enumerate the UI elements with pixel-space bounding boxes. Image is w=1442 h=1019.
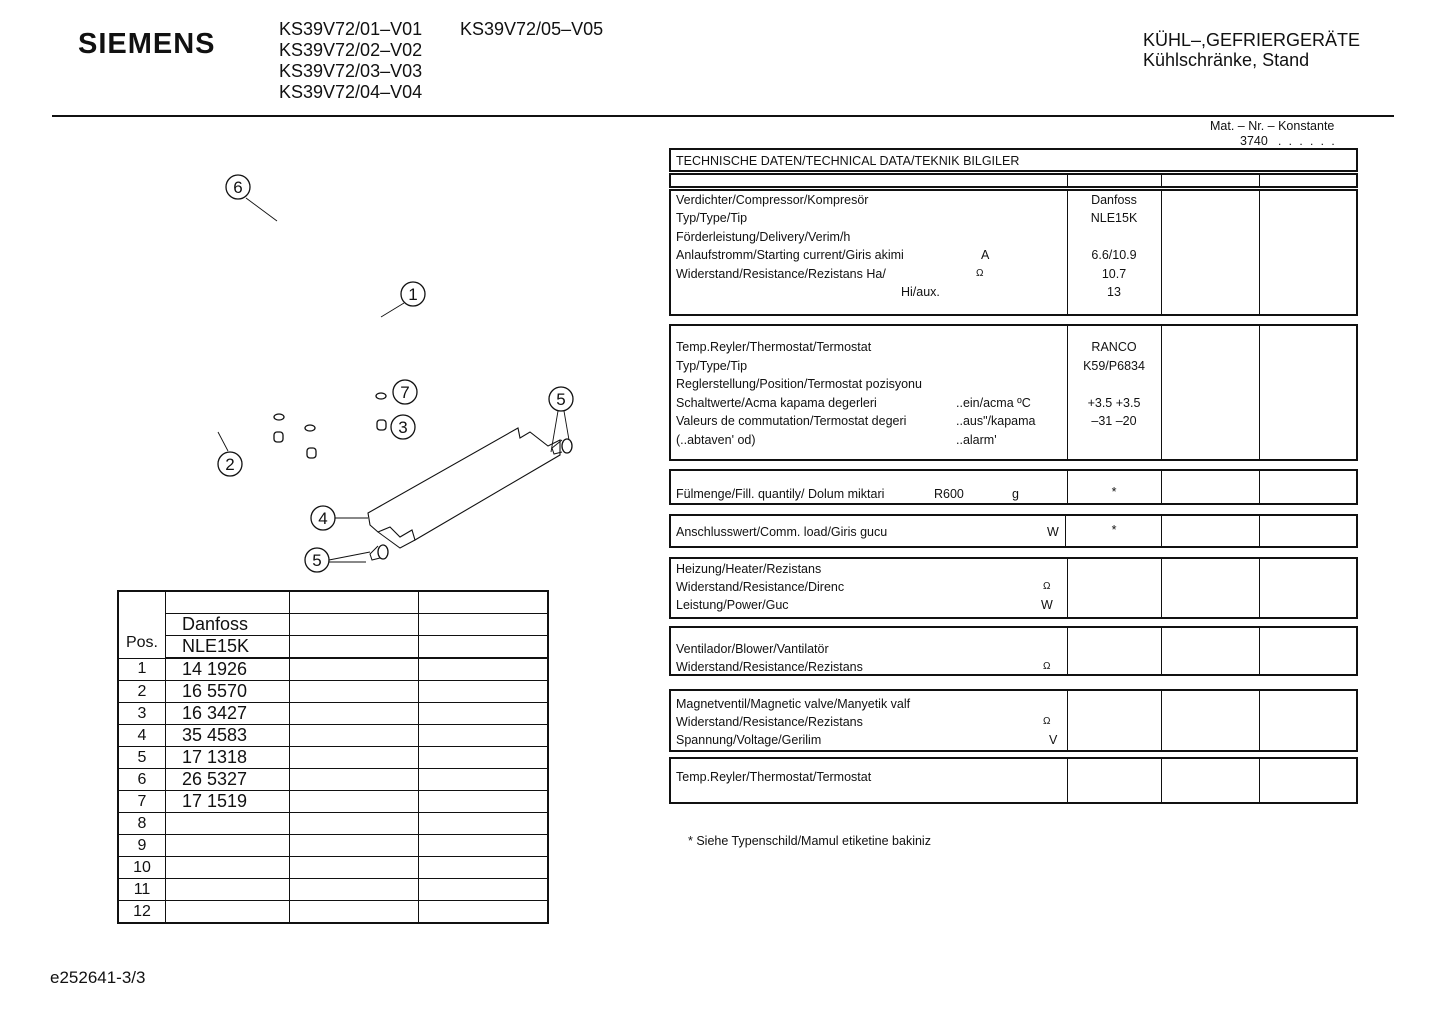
category-subtitle: Kühlschränke, Stand xyxy=(1143,50,1310,70)
table-row: 2 16 5570 xyxy=(118,681,548,703)
tech-title: TECHNISCHE DATEN/TECHNICAL DATA/TEKNIK BILGILER xyxy=(676,154,1020,168)
document-id: e252641-3/3 xyxy=(50,968,146,987)
table-row: 4 35 4583 xyxy=(118,725,548,747)
value-cell: +3.5 +3.5 xyxy=(1087,396,1141,410)
table-row: 7 17 1519 xyxy=(118,791,548,813)
table-row: 12 xyxy=(118,901,548,924)
tech-header-strip xyxy=(669,173,1358,188)
callout-label: 3 xyxy=(398,418,408,437)
callout-label: 7 xyxy=(400,383,410,402)
category-title: KÜHL–,GEFRIERGERÄTE xyxy=(1143,30,1361,50)
value-cell: * xyxy=(1111,523,1117,537)
tech-title-box xyxy=(669,148,1358,172)
table-header-type: NLE15K xyxy=(166,636,290,659)
fill-quantity-section: Fülmenge/Fill. quantily/ Dolum miktari R600 g * xyxy=(669,469,1358,505)
callout-label: 5 xyxy=(556,390,566,409)
heater-section: Heizung/Heater/Rezistans Widerstand/Resistance/Direnc Ω Leistung/Power/Guc W xyxy=(669,557,1358,619)
table-header-brand: Danfoss xyxy=(166,614,290,636)
brand-logo: SIEMENS xyxy=(78,28,216,60)
mat-number-label: Mat. – Nr. – Konstante xyxy=(1210,119,1335,133)
model-number: KS39V72/01–V01 xyxy=(279,19,423,39)
model-list-secondary xyxy=(460,19,603,40)
callout-label: 6 xyxy=(233,178,243,197)
table-row: 1 14 1926 xyxy=(118,658,548,681)
table-row: 9 xyxy=(118,835,548,857)
blower-section: Ventilador/Blower/Vantilatör Widerstand/Resistance/Rezistans Ω xyxy=(669,626,1358,676)
product-category xyxy=(1143,30,1360,70)
table-row: 5 17 1318 xyxy=(118,747,548,769)
mat-number-dots: . . . . . . xyxy=(1278,134,1337,148)
exploded-parts-diagram xyxy=(200,170,600,580)
model-list-primary xyxy=(279,19,422,103)
table-row: 10 xyxy=(118,857,548,879)
value-cell: RANCO xyxy=(1091,340,1137,354)
parts-table xyxy=(117,590,549,924)
footnote: * Siehe Typenschild/Mamul etiketine bakiniz xyxy=(688,834,931,848)
model-number: KS39V72/05–V05 xyxy=(460,19,604,39)
value-cell: 13 xyxy=(1107,285,1121,299)
value-cell: K59/P6834 xyxy=(1083,359,1145,373)
compressor-section: Verdichter/Compressor/Kompresör Typ/Type/Tip Förderleistung/Delivery/Verim/h Anlaufstromm/Starting current/Giris akimi A Widerstand/Resistance/Rezistans Ha/ Ω Hi/aux. Danfoss NLE15K 6.6/10.9 10.7 13 xyxy=(669,189,1358,316)
model-number: KS39V72/02–V02 xyxy=(279,40,423,60)
thermostat-section: Temp.Reyler/Thermostat/Termostat Typ/Type/Tip Reglerstellung/Position/Termostat pozisyonu Schaltwerte/Acma kapama degerleri ..ein/acma ºC Valeurs de commutation/Termostat degeri ..aus"/kapama (..abtaven' od) ..alarm' RANCO K59/P6834 +3.5 +3.5 –31 –20 xyxy=(669,324,1358,461)
connected-load-section: Anschlusswert/Comm. load/Giris gucu W * xyxy=(669,514,1358,548)
value-cell: NLE15K xyxy=(1090,211,1138,225)
header-divider xyxy=(52,115,1394,117)
callout-label: 1 xyxy=(408,285,418,304)
value-cell: * xyxy=(1111,485,1117,499)
magnetic-valve-section: Magnetventil/Magnetic valve/Manyetik valf Widerstand/Resistance/Rezistans Ω Spannung/Voltage/Gerilim V xyxy=(669,689,1358,752)
model-number: KS39V72/03–V03 xyxy=(279,61,423,81)
table-row: 11 xyxy=(118,879,548,901)
pos-header: Pos. xyxy=(118,591,166,658)
value-cell: –31 –20 xyxy=(1091,414,1137,428)
table-row: 3 16 3427 xyxy=(118,703,548,725)
table-row: 8 xyxy=(118,813,548,835)
value-cell: 6.6/10.9 xyxy=(1091,248,1137,262)
model-number: KS39V72/04–V04 xyxy=(279,82,423,102)
thermostat-2-section: Temp.Reyler/Thermostat/Termostat xyxy=(669,757,1358,804)
mat-number-value: 3740 xyxy=(1240,134,1268,148)
callout-label: 5 xyxy=(312,551,322,570)
table-row: 6 26 5327 xyxy=(118,769,548,791)
value-cell: Danfoss xyxy=(1091,193,1137,207)
callout-label: 4 xyxy=(318,509,328,528)
value-cell: 10.7 xyxy=(1101,267,1127,281)
callout-label: 2 xyxy=(225,455,235,474)
